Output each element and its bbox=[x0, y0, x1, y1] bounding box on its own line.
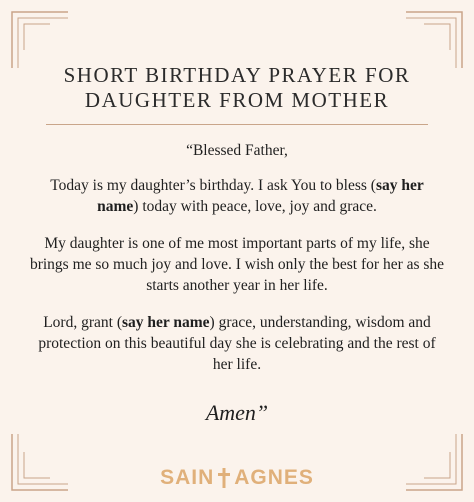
brand-logo bbox=[0, 466, 474, 490]
page-title bbox=[0, 63, 474, 113]
title-line-1: SHORT BIRTHDAY PRAYER FOR bbox=[63, 63, 411, 87]
brand-text-right: AGNES bbox=[234, 466, 314, 489]
title-divider bbox=[46, 124, 428, 125]
prayer-paragraph-2: My daughter is one of me most important parts of my life, she brings me so much joy and love. I wish only the best for her as she starts another year in her life. bbox=[29, 235, 445, 294]
text-span: Lord, grant ( bbox=[43, 314, 122, 331]
prayer-closing: Amen” bbox=[205, 400, 269, 425]
prayer-paragraph-3 bbox=[28, 312, 446, 375]
prayer-paragraph-1 bbox=[28, 175, 446, 217]
frame-corner-top-left bbox=[10, 10, 70, 70]
cross-icon bbox=[217, 467, 231, 489]
prayer-greeting: “Blessed Father, bbox=[186, 142, 288, 159]
name-placeholder: say her name bbox=[97, 177, 424, 215]
brand-text-left: SAIN bbox=[160, 466, 215, 489]
frame-corner-top-right bbox=[404, 10, 464, 70]
text-span: Today is my daughter’s birthday. I ask You to bless ( bbox=[50, 177, 376, 194]
text-span: ) grace, understanding, wisdom and protection on this beautiful day she is celebrating and the rest of her life. bbox=[38, 314, 436, 373]
name-placeholder: say her name bbox=[121, 314, 210, 331]
title-line-2: DAUGHTER FROM MOTHER bbox=[84, 88, 390, 112]
text-span: ) today with peace, love, joy and grace. bbox=[133, 198, 377, 215]
